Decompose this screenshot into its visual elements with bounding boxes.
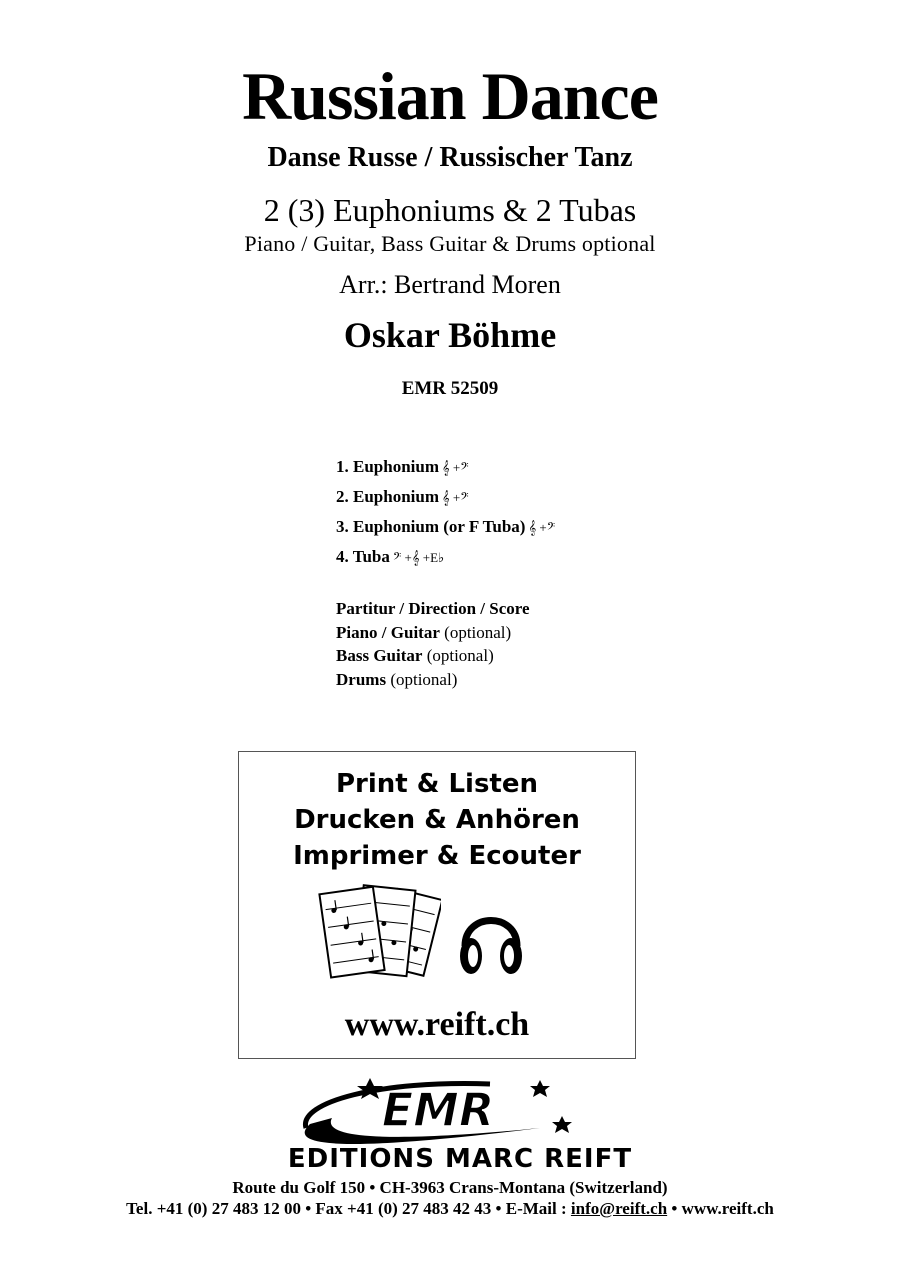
print-listen-box xyxy=(238,751,636,1059)
part-label: 2. Euphonium xyxy=(336,487,439,506)
extra-label: Bass Guitar xyxy=(336,646,423,665)
part-label: 4. Tuba xyxy=(336,547,390,566)
instrumentation: 2 (3) Euphoniums & 2 Tubas xyxy=(263,192,637,228)
headphones-icon xyxy=(457,902,525,982)
extra-item xyxy=(336,597,756,621)
emr-logo-text: EMR xyxy=(381,1083,495,1137)
clef-icon: 𝄢 +𝄞 +E♭ xyxy=(392,550,445,565)
extras-list xyxy=(336,597,756,691)
promo-line-fr: Imprimer & Ecouter xyxy=(293,841,581,871)
extra-label: Piano / Guitar xyxy=(336,622,440,642)
arranger: Arr.: Bertrand Moren xyxy=(339,270,561,299)
promo-line-en: Print & Listen xyxy=(335,769,539,799)
publisher-contact xyxy=(0,1198,900,1220)
clef-icon: 𝄞 +𝄢 xyxy=(442,490,469,505)
catalog-number: EMR 52509 xyxy=(401,378,499,399)
promo-url[interactable]: www.reift.ch xyxy=(344,1006,530,1043)
part-item xyxy=(336,482,756,512)
part-item xyxy=(336,512,756,542)
clef-icon: 𝄞 +𝄢 xyxy=(528,520,556,535)
emr-logo-name: EDITIONS MARC REIFT xyxy=(287,1144,633,1172)
promo-line-de: Drucken & Anhören xyxy=(294,805,580,835)
part-label: 1. Euphonium xyxy=(336,457,439,476)
part-item xyxy=(336,542,756,572)
part-label: 3. Euphonium (or F Tuba) xyxy=(336,517,526,536)
emr-logo xyxy=(240,1072,680,1172)
extra-item xyxy=(336,644,756,668)
contact-phone-fax: Tel. +41 (0) 27 483 12 00 • Fax +41 (0) 27 483 42 43 • E-Mail : xyxy=(126,1199,571,1218)
publisher-address: Route du Golf 150 • CH-3963 Crans-Montana (Switzerland) xyxy=(232,1178,668,1197)
extra-item xyxy=(336,668,756,692)
extra-note: (optional) xyxy=(439,622,512,642)
parts-list xyxy=(336,452,756,572)
composer: Oskar Böhme xyxy=(343,315,557,355)
title: Russian Dance xyxy=(242,58,658,134)
extra-note: (optional) xyxy=(386,669,458,689)
extra-item xyxy=(336,621,756,645)
sheet-music-icon xyxy=(313,880,441,984)
optional-instruments: Piano / Guitar, Bass Guitar & Drums optional xyxy=(244,231,656,256)
email-link[interactable]: info@reift.ch xyxy=(570,1199,668,1218)
subtitle: Danse Russe / Russischer Tanz xyxy=(267,142,633,173)
part-item xyxy=(336,452,756,482)
extra-label: Drums xyxy=(336,669,387,689)
extra-note: (optional) xyxy=(422,646,494,665)
extra-label: Partitur / Direction / Score xyxy=(336,599,530,618)
clef-icon: 𝄞 +𝄢 xyxy=(442,460,469,475)
contact-website[interactable]: • www.reift.ch xyxy=(667,1199,774,1218)
